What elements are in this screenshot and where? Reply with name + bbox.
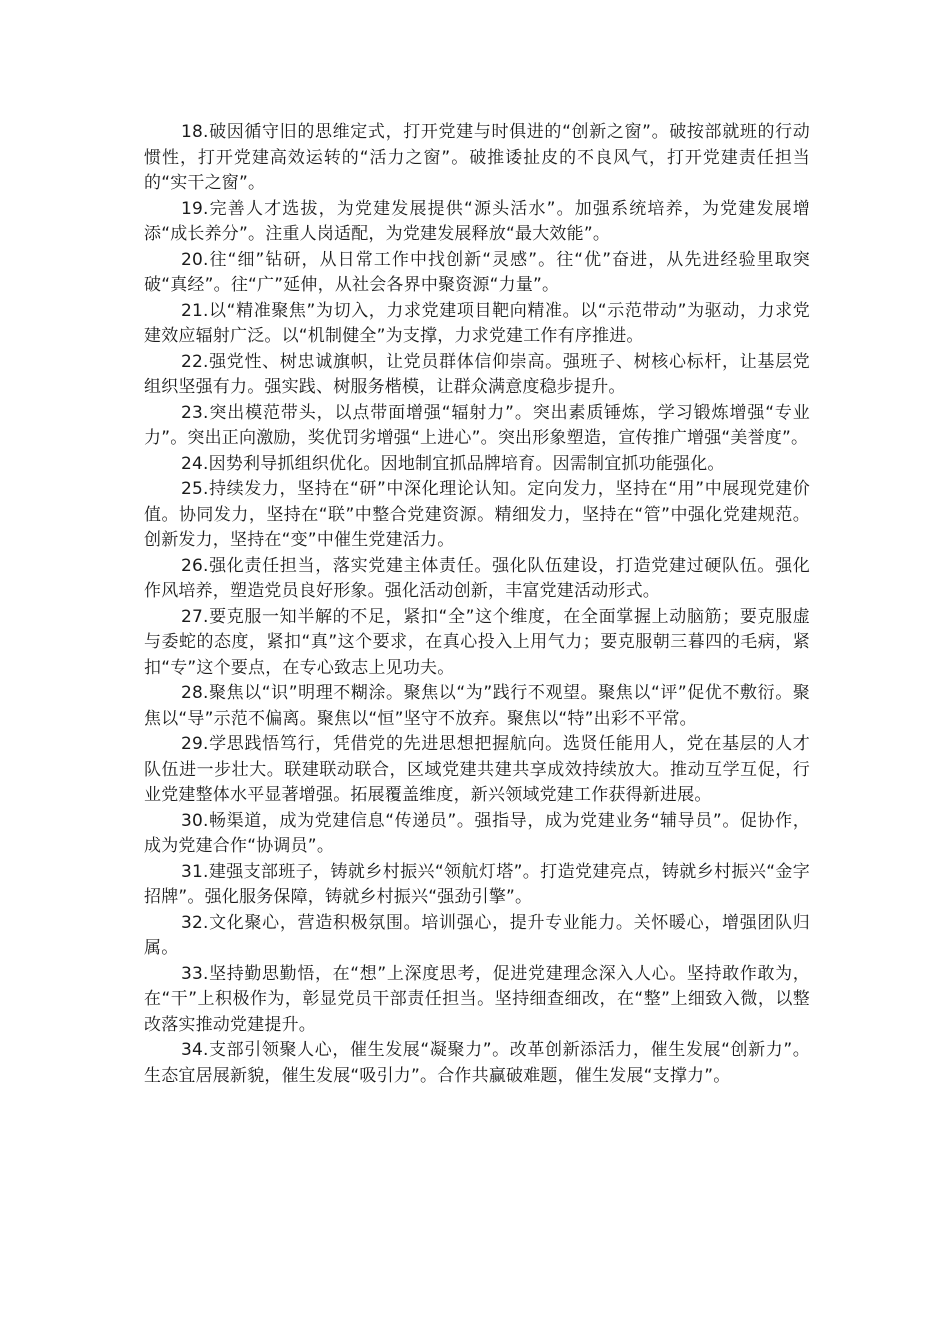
paragraph-33: 33.坚持勤思勤悟，在“想”上深度思考，促进党建理念深入人心。坚持敢作敢为，在“干”上积极作为，彰显党员干部责任担当。坚持细查细改，在“整”上细致入微，以整改落实推动党建提升。 xyxy=(144,963,810,1035)
paragraph-20: 20.往“细”钻研，从日常工作中找创新“灵感”。往“优”奋进，从先进经验里取突破“真经”。往“广”延伸，从社会各界中聚资源“力量”。 xyxy=(144,249,810,295)
paragraph-22: 22.强党性、树忠诚旗帜，让党员群体信仰崇高。强班子、树核心标杆，让基层党组织坚强有力。强实践、树服务楷模，让群众满意度稳步提升。 xyxy=(144,351,810,397)
document-body xyxy=(144,120,810,1089)
paragraph-18: 18.破因循守旧的思维定式，打开党建与时俱进的“创新之窗”。破按部就班的行动惯性，打开党建高效运转的“活力之窗”。破推诿扯皮的不良风气，打开党建责任担当的“实干之窗”。 xyxy=(144,122,810,193)
paragraph-24: 24.因势利导抓组织优化。因地制宜抓品牌培育。因需制宜抓功能强化。 xyxy=(181,453,725,474)
paragraph-32: 32.文化聚心，营造积极氛围。培训强心，提升专业能力。关怀暖心，增强团队归属。 xyxy=(144,912,810,958)
paragraph-28: 28.聚焦以“识”明理不糊涂。聚焦以“为”践行不观望。聚焦以“评”促优不敷衍。聚焦以“导”示范不偏离。聚焦以“恒”坚守不放弃。聚焦以“特”出彩不平常。 xyxy=(144,683,810,729)
paragraph-27: 27.要克服一知半解的不足，紧扣“全”这个维度，在全面掌握上动脑筋；要克服虚与委蛇的态度，紧扣“真”这个要求，在真心投入上用气力；要克服朝三暮四的毛病，紧扣“专”这个要点，在专心致志上见功夫。 xyxy=(144,606,810,678)
paragraph-26: 26.强化责任担当，落实党建主体责任。强化队伍建设，打造党建过硬队伍。强化作风培养，塑造党员良好形象。强化活动创新，丰富党建活动形式。 xyxy=(144,555,810,601)
paragraph-21: 21.以“精准聚焦”为切入，力求党建项目靶向精准。以“示范带动”为驱动，力求党建效应辐射广泛。以“机制健全”为支撑，力求党建工作有序推进。 xyxy=(144,300,810,346)
paragraph-25: 25.持续发力，坚持在“研”中深化理论认知。定向发力，坚持在“用”中展现党建价值。协同发力，坚持在“联”中整合党建资源。精细发力，坚持在“管”中强化党建规范。创新发力，坚持在“变”中催生党建活力。 xyxy=(144,479,810,550)
paragraph-30: 30.畅渠道，成为党建信息“传递员”。强指导，成为党建业务“辅导员”。促协作，成为党建合作“协调员”。 xyxy=(144,810,810,856)
paragraph-31: 31.建强支部班子，铸就乡村振兴“领航灯塔”。打造党建亮点，铸就乡村振兴“金字招牌”。强化服务保障，铸就乡村振兴“强劲引擎”。 xyxy=(144,861,810,907)
paragraph-19: 19.完善人才选拔，为党建发展提供“源头活水”。加强系统培养，为党建发展增添“成长养分”。注重人岗适配，为党建发展释放“最大效能”。 xyxy=(144,198,810,244)
paragraph-23: 23.突出模范带头，以点带面增强“辐射力”。突出素质锤炼，学习锻炼增强“专业力”。突出正向激励，奖优罚劣增强“上进心”。突出形象塑造，宣传推广增强“美誉度”。 xyxy=(144,402,810,448)
paragraph-29: 29.学思践悟笃行，凭借党的先进思想把握航向。选贤任能用人，党在基层的人才队伍进一步壮大。联建联动联合，区域党建共建共享成效持续放大。推动互学互促，行业党建整体水平显著增强。拓展覆盖维度，新兴领域党建工作获得新进展。 xyxy=(144,734,810,805)
paragraph-34: 34.支部引领聚人心，催生发展“凝聚力”。改革创新添活力，催生发展“创新力”。生态宜居展新貌，催生发展“吸引力”。合作共赢破难题，催生发展“支撑力”。 xyxy=(144,1040,810,1086)
